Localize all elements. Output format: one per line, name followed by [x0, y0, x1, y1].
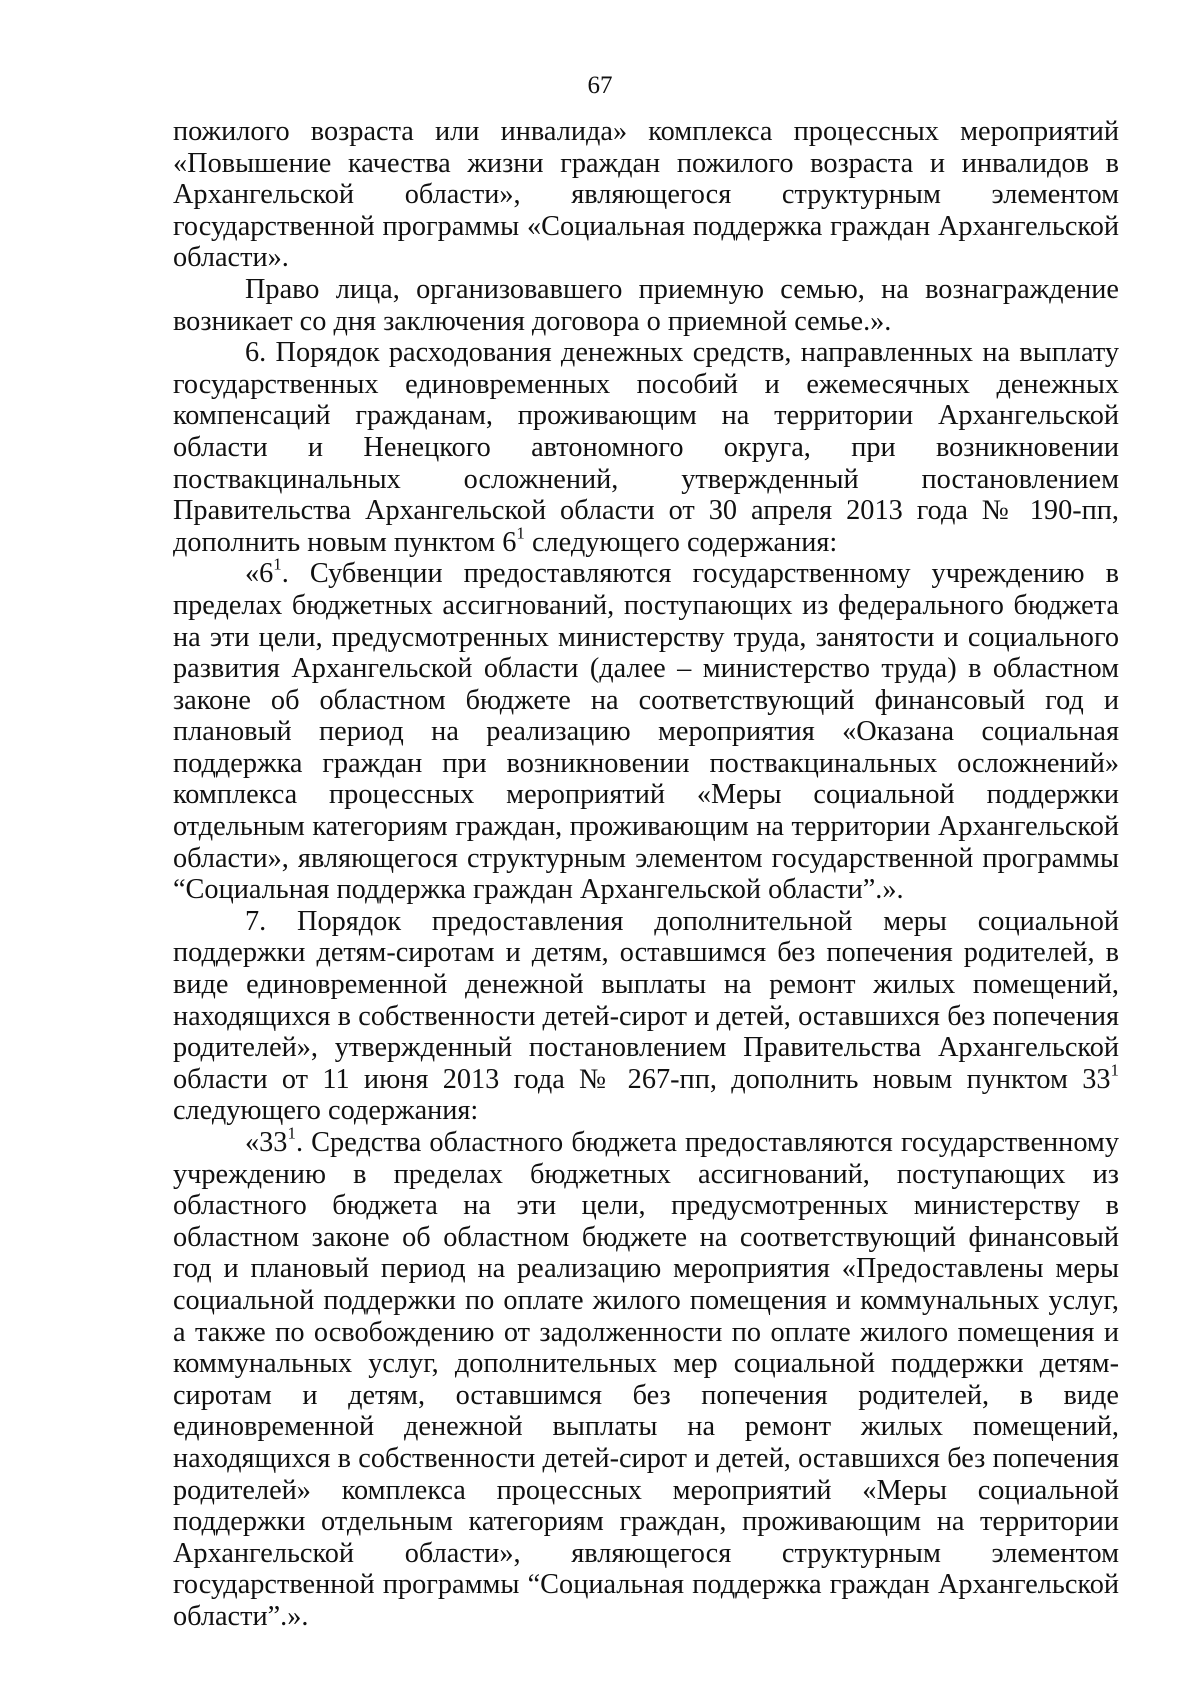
- document-body: [173, 116, 1119, 1633]
- paragraph-text: «6: [245, 558, 274, 590]
- superscript-index: 1: [273, 554, 282, 574]
- paragraph-item-6-1: [173, 554, 1119, 906]
- paragraph-item-33-1: [173, 1123, 1119, 1633]
- paragraph-text: следующего содержания:: [524, 526, 838, 558]
- paragraph-text: пожилого возраста или инвалида» комплекса процессных мероприятий «Повышение качества жизни граждан пожилого возраста и инвалидов в Архангельской области», являющегося структурным элементом государственной программы «Социальная поддержка граждан Архангельской области».: [173, 116, 1119, 274]
- paragraph-text: 6. Порядок расходования денежных средств, направленных на выплату государственных единовременных пособий и ежемесячных денежных компенсаций гражданам, проживающим на территории Архангельской области и Ненецкого автономного округа, при возникновении поствакцинальных осложнений, утвержденный постановлением Правительства Архангельской области от 30 апреля 2013 года № 190-пп, дополнить новым пунктом 6: [173, 337, 1119, 558]
- paragraph-text: 7. Порядок предоставления дополнительной меры социальной поддержки детям-сиротам и детям, оставшимся без попечения родителей, в виде единовременной денежной выплаты на ремонт жилых помещений, находящихся в собственности детей-сирот и детей, оставшихся без попечения родителей», утвержденный постановлением Правительства Архангельской области от 11 июня 2013 года № 267-пп, дополнить новым пунктом 33: [173, 905, 1119, 1095]
- paragraph-remuneration-right: [173, 274, 1119, 337]
- paragraph-text: . Средства областного бюджета предоставляются государственному учреждению в пределах бюджетных ассигнований, поступающих из областного бюджета на эти цели, предусмотренных министерству в областном законе об областном бюджете на соответствующий финансовый год и плановый период на реализацию мероприятия «Предоставлены меры социальной поддержки по оплате жилого помещения и коммунальных услуг, а также по освобождению от задолженности по оплате жилого помещения и коммунальных услуг, дополнительных мер социальной поддержки детям-сиротам и детям, оставшимся без попечения родителей, в виде единовременной денежной выплаты на ремонт жилых помещений, находящихся в собственности детей-сирот и детей, оставшихся без попечения родителей» комплекса процессных мероприятий «Меры социальной поддержки отдельным категориям граждан, проживающим на территории Архангельской области», являющегося структурным элементом государственной программы “Социальная поддержка граждан Архангельской области”.».: [173, 1127, 1119, 1632]
- paragraph-continuation: [173, 116, 1119, 274]
- paragraph-text: . Субвенции предоставляются государственному учреждению в пределах бюджетных ассигнований, поступающих из федерального бюджета на эти цели, предусмотренных министерству труда, занятости и социального развития Архангельской области (далее – министерство труда) в областном законе об областном бюджете на соответствующий финансовый год и плановый период на реализацию мероприятия «Оказана социальная поддержка граждан при возникновении поствакцинальных осложнений» комплекса процессных мероприятий «Меры социальной поддержки отдельным категориям граждан, проживающим на территории Архангельской области», являющегося структурным элементом государственной программы “Социальная поддержка граждан Архангельской области”.».: [173, 558, 1119, 906]
- paragraph-item-7: [173, 906, 1119, 1127]
- paragraph-text: следующего содержания:: [173, 1095, 479, 1127]
- paragraph-item-6: [173, 337, 1119, 558]
- superscript-index: 1: [1110, 1060, 1119, 1080]
- superscript-index: 1: [287, 1123, 296, 1143]
- paragraph-text: Право лица, организовавшего приемную семью, на вознаграждение возникает со дня заключения договора о приемной семье.».: [173, 273, 1119, 337]
- paragraph-text: «33: [245, 1127, 288, 1158]
- page-number: 67: [587, 72, 613, 99]
- superscript-index: 1: [516, 522, 525, 542]
